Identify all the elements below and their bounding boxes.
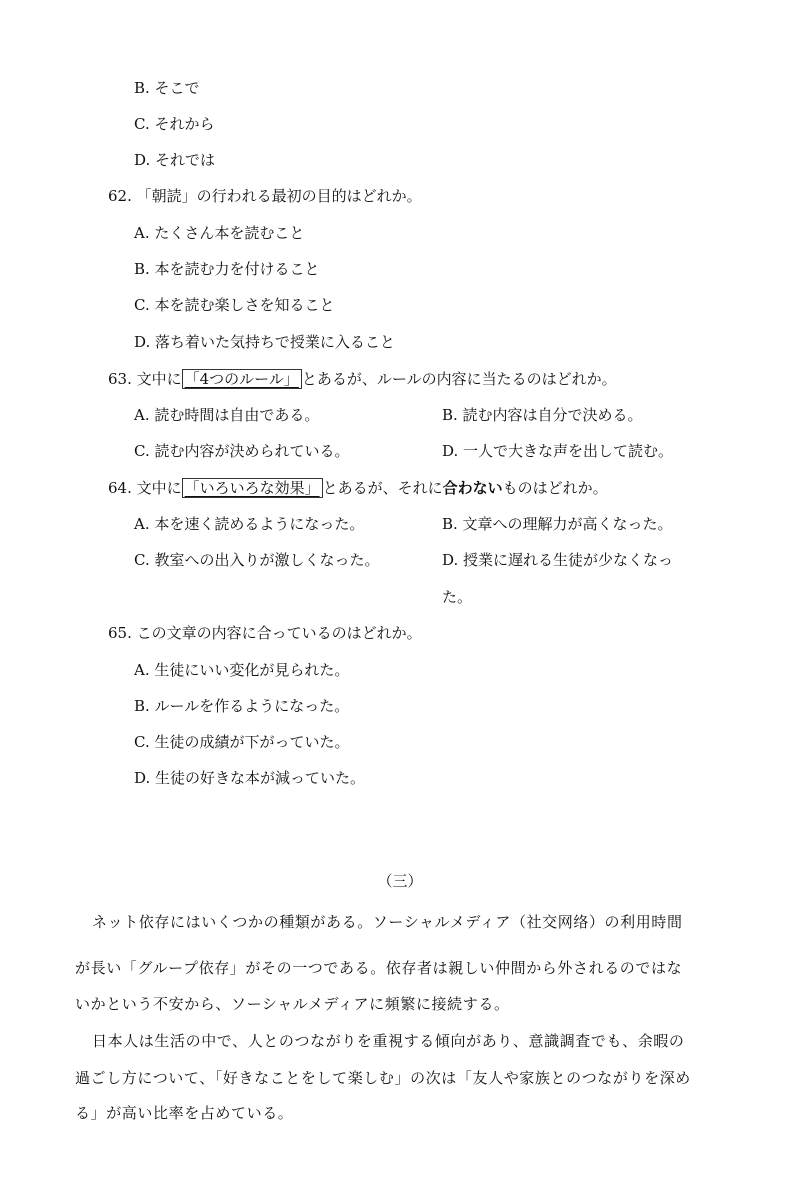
q62-option-b: B. 本を読む力を付けること bbox=[134, 260, 320, 278]
q63-option-d: D. 一人で大きな声を出して読む。 bbox=[442, 442, 674, 460]
q65-question: 65. この文章の内容に合っているのはどれか。 bbox=[108, 624, 422, 642]
section-heading: （三） bbox=[377, 872, 423, 890]
q64-suffix: ものはどれか。 bbox=[502, 479, 608, 497]
q63-option-c: C. 読む内容が決められている。 bbox=[134, 442, 350, 460]
q64-option-b: B. 文章への理解力が高くなった。 bbox=[442, 515, 673, 533]
q64-prefix: 64. 文中に bbox=[108, 479, 182, 497]
q62-option-c: C. 本を読む楽しさを知ること bbox=[134, 296, 335, 314]
q62-question: 62. 「朝読」の行われる最初の目的はどれか。 bbox=[108, 187, 422, 205]
q63-question bbox=[108, 369, 617, 389]
q62-option-d: D. 落ち着いた気持ちで授業に入ること bbox=[134, 333, 395, 351]
q65-option-b: B. ルールを作るようになった。 bbox=[134, 697, 350, 715]
paragraph-line-1: ネット依存にはいくつかの種類がある。ソーシャルメディア（社交网络）の利用時間 bbox=[92, 913, 683, 931]
q64-middle: とあるが、それに bbox=[322, 479, 443, 497]
q62-option-a: A. たくさん本を読むこと bbox=[134, 224, 305, 242]
q64-quote: 「いろいろな効果」 bbox=[182, 478, 323, 498]
q61-option-c: C. それから bbox=[134, 115, 215, 133]
q64-option-a: A. 本を速く読めるようになった。 bbox=[134, 515, 365, 533]
q65-option-d: D. 生徒の好きな本が減っていた。 bbox=[134, 769, 366, 787]
paragraph-line-2: が長い「グループ依存」がその一つである。依存者は親しい仲間から外されるのではな bbox=[75, 959, 683, 977]
q65-option-c: C. 生徒の成績が下がっていた。 bbox=[134, 733, 350, 751]
q61-option-d: D. それでは bbox=[134, 151, 216, 169]
q63-quote: 「4つのルール」 bbox=[182, 369, 302, 389]
q64-option-c: C. 教室への出入りが激しくなった。 bbox=[134, 551, 380, 569]
q64-option-d: D. 授業に遅れる生徒が少なくなっ bbox=[442, 551, 674, 569]
q64-option-d-cont: た。 bbox=[442, 588, 473, 606]
q64-question bbox=[108, 478, 608, 498]
q61-option-b: B. そこで bbox=[134, 79, 200, 97]
q63-suffix: とあるが、ルールの内容に当たるのはどれか。 bbox=[301, 370, 617, 388]
paragraph-line-4: 日本人は生活の中で、人とのつながりを重視する傾向があり、意識調査でも、余暇の bbox=[92, 1032, 685, 1050]
q65-option-a: A. 生徒にいい変化が見られた。 bbox=[134, 661, 350, 679]
q63-prefix: 63. 文中に bbox=[108, 370, 182, 388]
paragraph-line-5: 過ごし方について、「好きなことをして楽しむ」の次は「友人や家族とのつながりを深め bbox=[75, 1069, 691, 1087]
q64-bold: 合わない bbox=[442, 479, 503, 497]
q63-option-a: A. 読む時間は自由である。 bbox=[134, 406, 320, 424]
paragraph-line-3: いかという不安から、ソーシャルメディアに頻繁に接続する。 bbox=[75, 995, 510, 1013]
q63-option-b: B. 読む内容は自分で決める。 bbox=[442, 406, 643, 424]
paragraph-line-6: る」が高い比率を占めている。 bbox=[75, 1104, 294, 1122]
